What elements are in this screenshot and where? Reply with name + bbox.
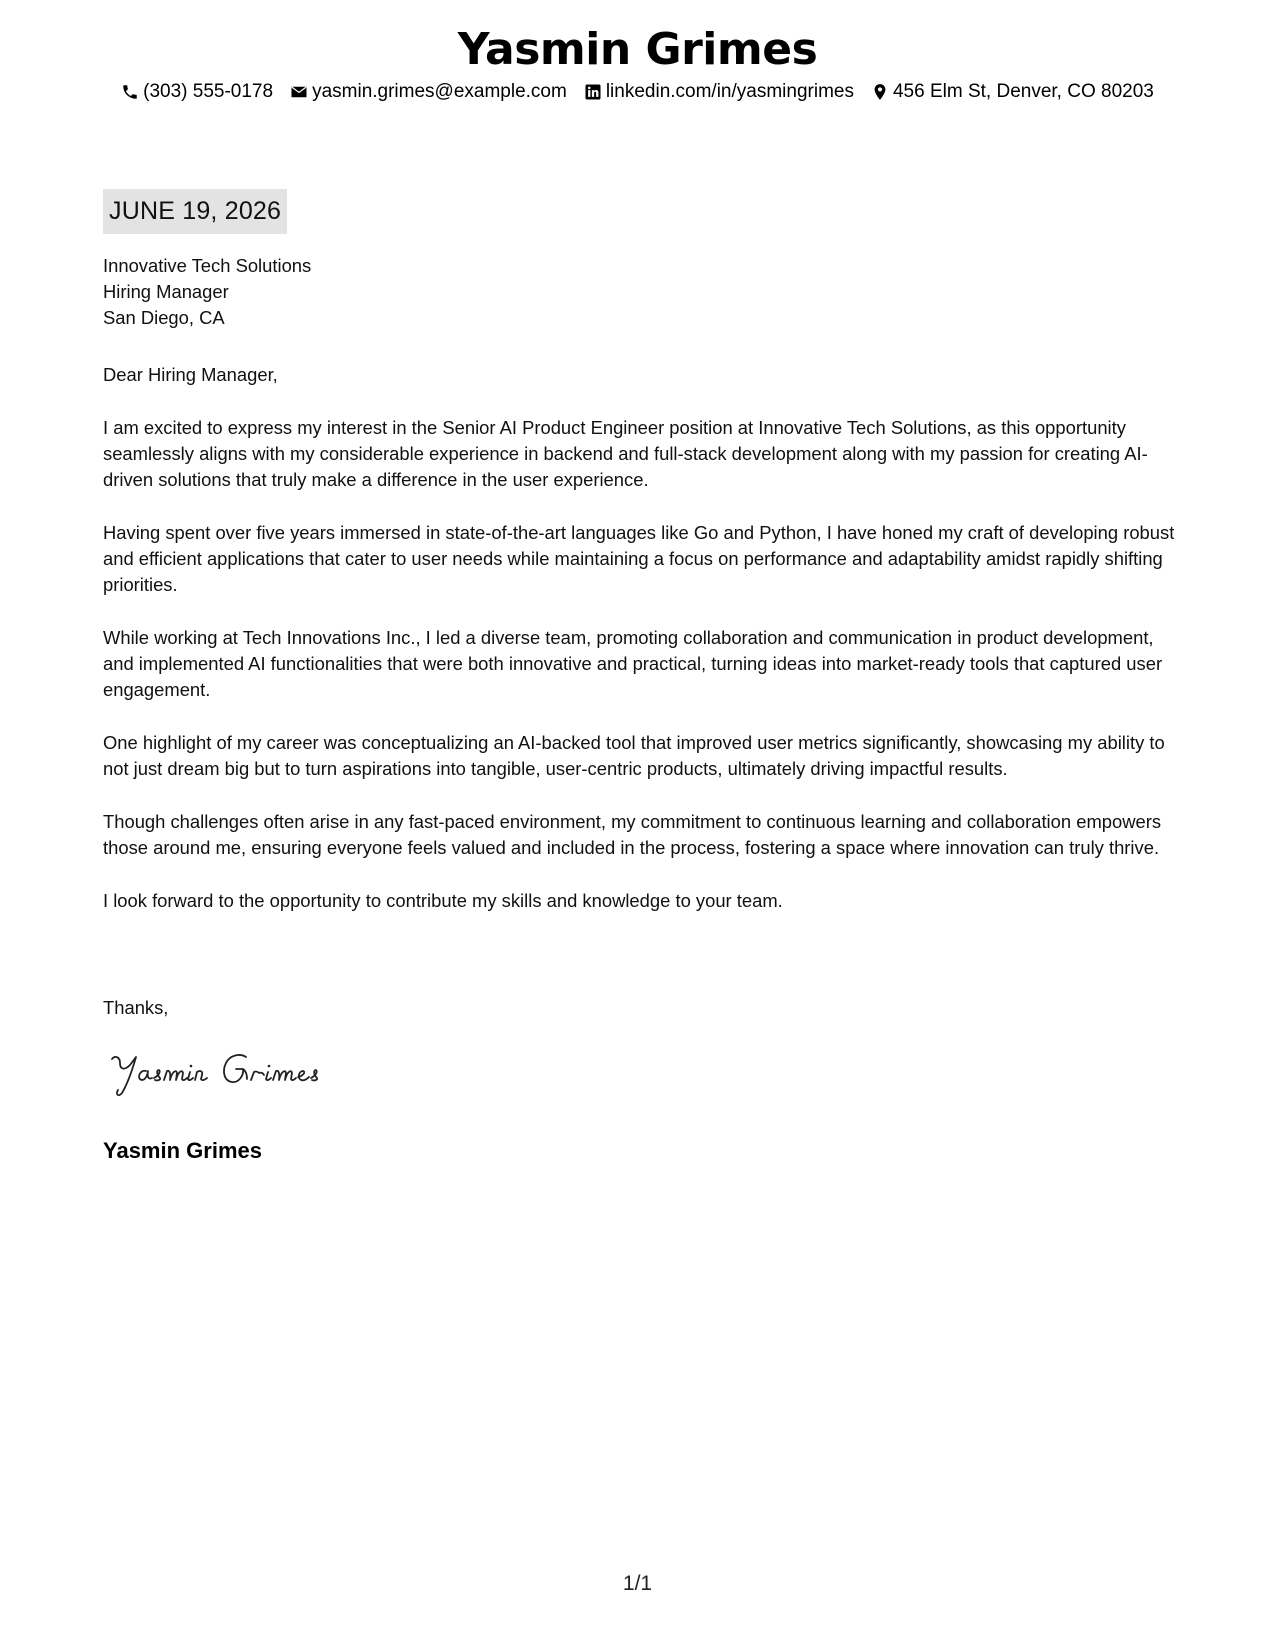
envelope-icon — [290, 83, 308, 101]
page-number: 1/1 — [622, 1572, 653, 1595]
paragraph: Though challenges often arise in any fast-paced environment, my commitment to continuous learning and collaboration empowers those around me, ensuring everyone feels valued and included in the process, fostering a space where innovation can truly thrive. — [103, 811, 1162, 858]
applicant-name: Yasmin Grimes — [457, 24, 818, 75]
paragraph: One highlight of my career was conceptualizing an AI-backed tool that improved user metrics significantly, showcasing my ability to not just dream big but to turn aspirations into tangible, user-centric products, ultimately driving impactful results. — [103, 732, 1165, 779]
phone-text: (303) 555-0178 — [143, 81, 274, 102]
phone-icon — [121, 83, 139, 101]
address-text: 456 Elm St, Denver, CO 80203 — [892, 81, 1154, 102]
salutation: Dear Hiring Manager, — [103, 364, 278, 385]
paragraph: I am excited to express my interest in the Senior AI Product Engineer position at Innovative Tech Solutions, as this opportunity seamlessly aligns with my considerable experience in backend and full-stack development along with my passion for creating AI-driven solutions that truly make a difference in the user experience. — [103, 417, 1148, 490]
email-text[interactable]: yasmin.grimes@example.com — [312, 81, 567, 102]
recipient-company: Innovative Tech Solutions — [103, 255, 312, 276]
contact-row — [0, 80, 1275, 104]
handwritten-signature — [106, 1045, 366, 1101]
linkedin-text[interactable]: linkedin.com/in/yasmingrimes — [605, 81, 854, 102]
closing: Thanks, — [103, 997, 169, 1018]
letter-paragraphs — [103, 415, 1183, 941]
linkedin-icon — [584, 83, 602, 101]
map-marker-icon — [871, 83, 889, 101]
paragraph: I look forward to the opportunity to contribute my skills and knowledge to your team. — [103, 890, 783, 911]
recipient-block — [103, 253, 1183, 331]
recipient-title: Hiring Manager — [103, 281, 229, 302]
contact-address — [871, 80, 1154, 104]
paragraph: Having spent over five years immersed in state-of-the-art languages like Go and Python, I have honed my craft of developing robust and efficient applications that cater to user needs while maintaining a focus on performance and adaptability amidst rapidly shifting priorities. — [103, 522, 1175, 595]
signed-name: Yasmin Grimes — [103, 1138, 262, 1163]
paragraph: While working at Tech Innovations Inc., I led a diverse team, promoting collaboration and communication in product development, and implemented AI functionalities that were both innovative and practical, turning ideas into market-ready tools that captured user engagement. — [103, 627, 1163, 700]
letter-date: JUNE 19, 2026 — [103, 189, 287, 234]
contact-phone — [121, 80, 273, 104]
recipient-location: San Diego, CA — [103, 307, 225, 328]
contact-email[interactable] — [290, 80, 567, 104]
contact-linkedin[interactable] — [584, 80, 854, 104]
